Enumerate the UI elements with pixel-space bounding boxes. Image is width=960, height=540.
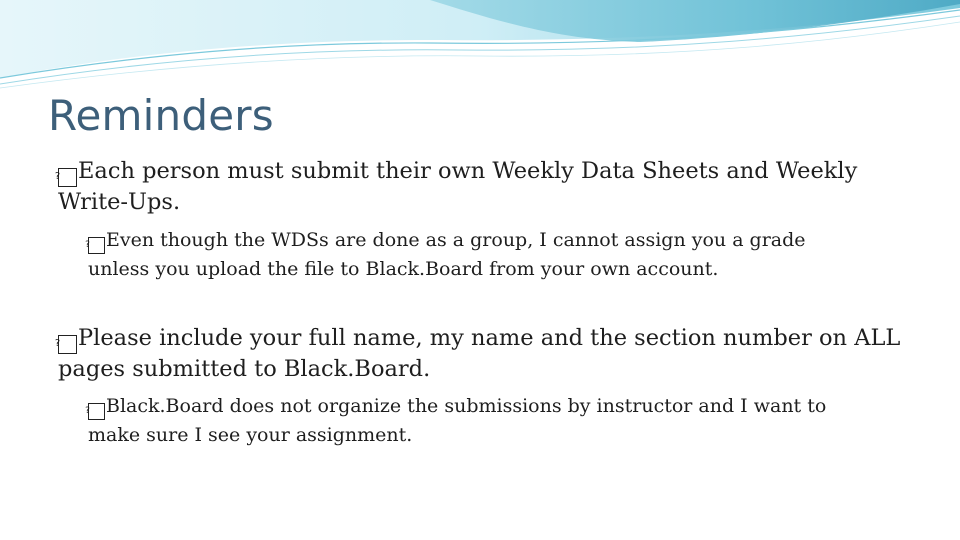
missing-glyph-box-icon: ? (88, 237, 105, 254)
bullet-1-text-line2: Write-Ups. (58, 189, 181, 215)
bullet-1-sub-1-text-line1: Even though the WDSs are done as a group, I cannot assign you a grade (106, 229, 806, 251)
bullet-2-sub-1-text-line2: make sure I see your assignment. (88, 423, 413, 446)
bullet-1-sub-1-text-line2: unless you upload the file to Black.Board from your own account. (88, 257, 719, 280)
bullet-2-text-line2: pages submitted to Black.Board. (58, 356, 431, 382)
slide-title: Reminders (48, 91, 274, 140)
missing-glyph-box-icon: ? (58, 168, 77, 187)
bullet-1 (54, 156, 938, 218)
missing-glyph-box-icon: ? (88, 403, 105, 420)
bullet-2-sub-1 (85, 392, 906, 449)
bullet-2-sub-1-text-line1: Black.Board does not organize the submissions by instructor and I want to (106, 395, 827, 417)
bullet-2 (54, 323, 938, 385)
bullet-1-text-line1: Each person must submit their own Weekly Data Sheets and Weekly (78, 158, 858, 184)
bullet-2-text-line1: Please include your full name, my name and the section number on ALL (78, 325, 901, 351)
missing-glyph-box-icon: ? (58, 335, 77, 354)
bullet-1-sub-1 (85, 226, 906, 283)
